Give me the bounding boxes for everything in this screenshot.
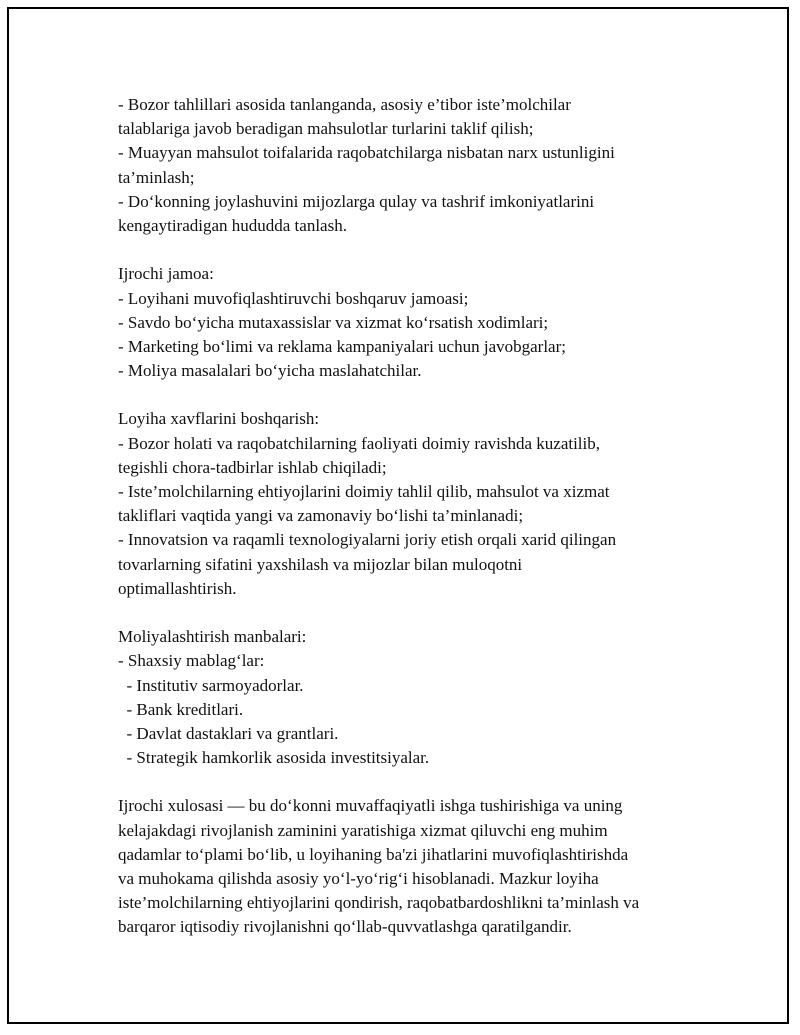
section-heading: Loyiha xavflarini boshqarish: — [118, 409, 320, 429]
text-line: - Iste’molchilarning ehtiyojlarini doimiy tahlil qilib, mahsulot va xizmat — [118, 482, 610, 501]
text-line: Ijrochi xulosasi — bu do‘konni muvaffaqiyatli ishga tushirishiga va uning — [118, 796, 623, 816]
text-line: - Shaxsiy mablag‘lar: — [118, 651, 265, 671]
text-line: - Marketing bo‘limi va reklama kampaniyalari uchun javobgarlar; — [118, 336, 566, 356]
text-line: tegishli chora-tadbirlar ishlab chiqiladi; — [118, 457, 387, 477]
section-summary — [118, 794, 698, 939]
text-line: takliflari vaqtida yangi va zamonaviy bo‘lishi ta’minlanadi; — [118, 506, 524, 526]
section-team — [118, 262, 698, 383]
text-line: - Institutiv sarmoyadorlar. — [118, 675, 304, 695]
document-body — [118, 93, 698, 940]
text-line: - Bozor tahlillari asosida tanlanganda, asosiy e’tibor iste’molchilar — [118, 95, 571, 114]
section-strategy — [118, 93, 698, 238]
text-line: talablariga javob beradigan mahsulotlar turlarini taklif qilish; — [118, 119, 534, 139]
paragraph-gap — [118, 601, 698, 625]
text-line: barqaror iqtisodiy rivojlanishni qo‘llab-quvvatlashga qaratilgandir. — [118, 917, 572, 937]
section-funding — [118, 625, 698, 770]
text-line: ta’minlash; — [118, 167, 195, 187]
text-line: kengaytiradigan hududda tanlash. — [118, 215, 347, 235]
text-line: - Bank kreditlari. — [118, 699, 244, 719]
text-line: - Moliya masalalari bo‘yicha maslahatchilar. — [118, 361, 422, 381]
section-heading: Ijrochi jamoa: — [118, 264, 214, 284]
text-line: - Davlat dastaklari va grantlari. — [118, 723, 339, 743]
text-line: - Strategik hamkorlik asosida investitsiyalar. — [118, 748, 430, 768]
text-line: optimallashtirish. — [118, 578, 237, 598]
paragraph-gap — [118, 770, 698, 794]
text-line: tovarlarning sifatini yaxshilash va mijozlar bilan muloqotni — [118, 554, 523, 574]
text-line: kelajakdagi rivojlanish zaminini yaratishiga xizmat qiluvchi eng muhim — [118, 820, 608, 840]
text-line: qadamlar to‘plami bo‘lib, u loyihaning ba'zi jihatlarini muvofiqlashtirishda — [118, 844, 629, 864]
text-line: - Do‘konning joylashuvini mijozlarga qulay va tashrif imkoniyatlarini — [118, 191, 595, 211]
text-line: - Savdo bo‘yicha mutaxassislar va xizmat ko‘rsatish xodimlari; — [118, 312, 549, 332]
paragraph-gap — [118, 238, 698, 262]
paragraph-gap — [118, 383, 698, 407]
text-line: - Loyihani muvofiqlashtiruvchi boshqaruv jamoasi; — [118, 288, 469, 308]
text-line: iste’molchilarning ehtiyojlarini qondirish, raqobatbardoshlikni ta’minlash va — [118, 893, 640, 913]
text-line: va muhokama qilishda asosiy yo‘l-yo‘rig‘i hisoblanadi. Mazkur loyiha — [118, 869, 599, 888]
text-line: - Bozor holati va raqobatchilarning faoliyati doimiy ravishda kuzatilib, — [118, 433, 601, 453]
text-line: - Innovatsion va raqamli texnologiyalarni joriy etish orqali xarid qilingan — [118, 530, 617, 550]
section-heading: Moliyalashtirish manbalari: — [118, 627, 307, 647]
section-risks — [118, 407, 698, 601]
text-line: - Muayyan mahsulot toifalarida raqobatchilarga nisbatan narx ustunligini — [118, 143, 615, 163]
